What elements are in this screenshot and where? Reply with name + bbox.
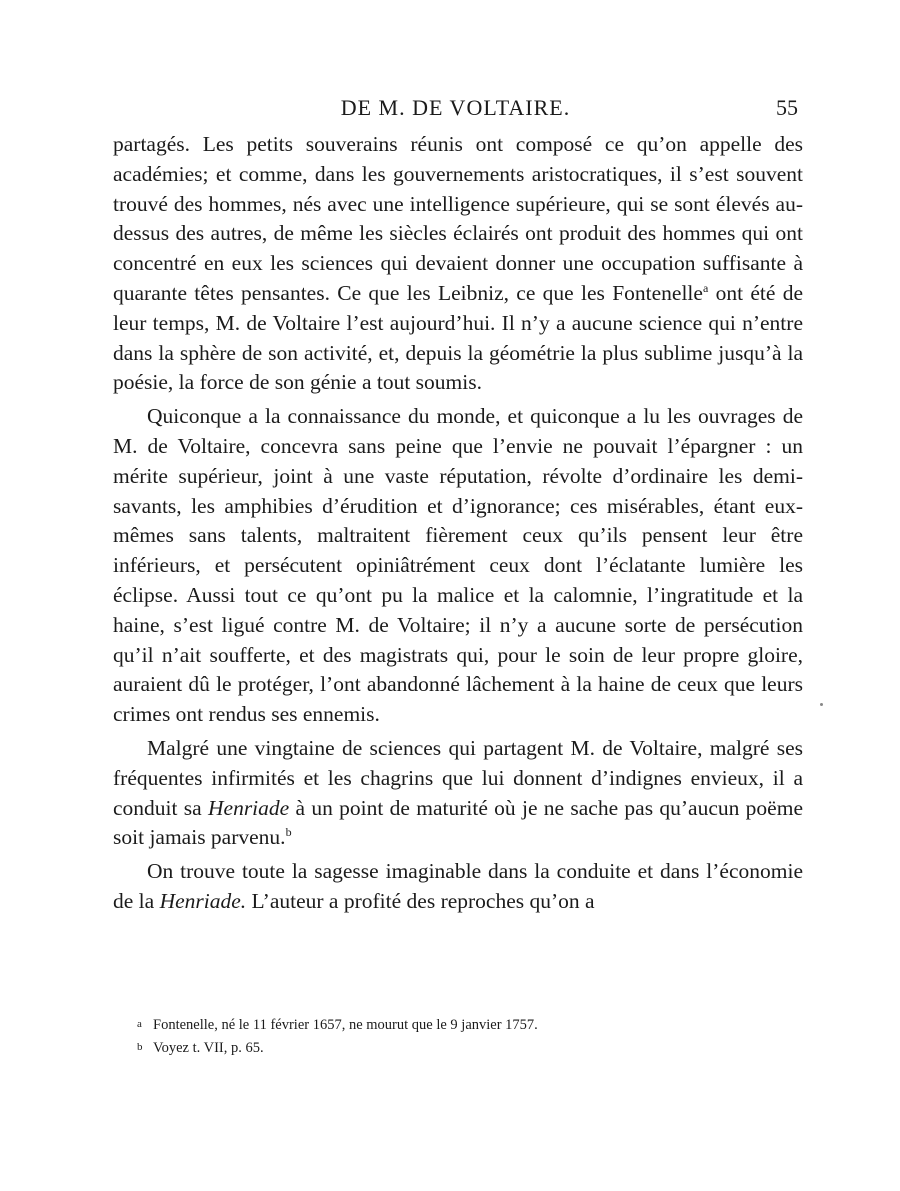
running-head [113,92,798,124]
footnote-ref: a [702,280,709,295]
ink-speck [820,703,823,706]
paragraph-text: Quiconque a la connaissance du monde, et quiconque a lu les ouvrages de M. de Voltaire, concevra sans peine que l’envie ne pouvait l’épargner : un mérite supérieur, joint à une vaste réputation, révolte d’ordinaire les demi-savants, les amphibies d’érudition et d’ignorance; ces misérables, étant eux-mêmes sans talents, maltraitent fièrement ceux qu’ils pensent leur être inférieurs, et persécutent opiniâtrément ceux dont l’éclatante lumière les éclipse. Aussi tout ce qu’ont pu la malice et la calomnie, l’ingratitude et la haine, s’est ligué contre M. de Voltaire; il n’y a aucune sorte de persécution qu’il n’ait soufferte, et des magistrats qui, pour le soin de leur propre gloire, auraient dû le protéger, l’ont abandonné lâchement à la haine de ceux que leurs crimes ont rendus ses ennemis. [113,404,803,727]
paragraph-text: à un point de maturité où je ne sache pas qu’aucun poëme soit jamais parvenu. [113,795,803,850]
footnotes [137,1013,777,1059]
paragraph-text: L’auteur a profité des reproches qu’on a [246,888,595,913]
footnote-text: Fontenelle, né le 11 février 1657, ne mourut que le 9 janvier 1757. [153,1017,538,1033]
footnote-text: Voyez t. VII, p. 65. [153,1040,264,1056]
page-number: 55 [776,95,798,120]
running-title: DE M. DE VOLTAIRE. [340,95,571,120]
body-text [113,130,803,917]
paragraph-text: partagés. Les petits souverains réunis ont composé ce qu’on appelle des académies; et comme, dans les gouvernements aristocratiques, il s’est souvent trouvé des hommes, nés avec une intelligence supérieure, qui se sont élevés au-dessus des autres, de même les siècles éclairés ont produit des hommes qui ont concentré en eux les sciences qui devaient donner une occupation suffisante à quarante têtes pensantes. Ce que les Leibniz, ce que les Fontenelle [113,132,803,305]
paragraph [113,734,803,853]
paragraph-text: On trouve toute la sagesse imaginable dans la conduite et dans l’économie de la [113,859,803,913]
paragraph [113,402,803,730]
italic-title: Henriade [208,795,290,820]
paragraph [113,130,803,398]
italic-title: Henriade. [159,888,247,913]
footnote [137,1013,777,1036]
paragraph [113,857,803,917]
footnote-ref: b [285,825,292,840]
paragraph-text: Malgré une vingtaine de sciences qui partagent M. de Voltaire, malgré ses fréquentes infirmités et les chagrins que lui donnent d’indignes envieux, il a conduit sa [113,735,803,820]
footnote [137,1036,777,1059]
footnote-mark: b [137,1041,143,1053]
footnote-mark: a [137,1018,142,1030]
paragraph-text: ont été de leur temps, M. de Voltaire l’est aujourd’hui. Il n’y a aucune science qui n’entre dans la sphère de son activité, et, depuis la géométrie la plus sublime jusqu’à la poésie, la force de son génie a tout soumis. [113,280,803,395]
